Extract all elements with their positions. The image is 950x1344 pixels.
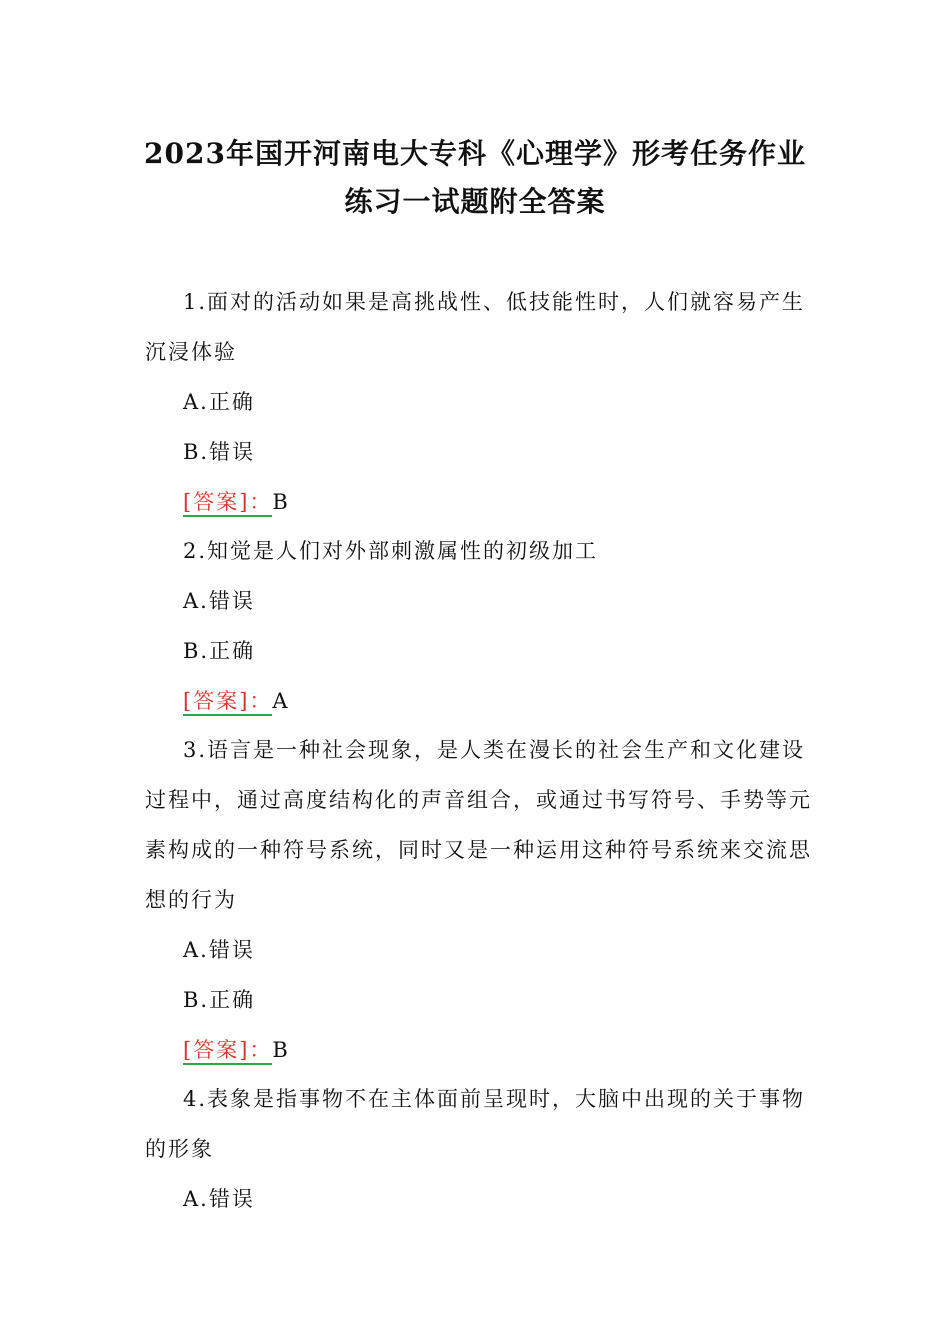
question-1-answer — [183, 488, 290, 516]
document-title-line2: 练习一试题附全答案 — [344, 185, 606, 218]
question-3-text-line4: 想的行为 — [145, 888, 237, 912]
answer-label: [答案]： — [183, 490, 272, 517]
question-1-text-line2: 沉浸体验 — [145, 340, 237, 364]
question-1-option-b: B.错误 — [183, 440, 256, 464]
answer-value: B — [272, 1038, 290, 1062]
answer-label: [答案]： — [183, 1038, 272, 1065]
question-1-text-line1: 1.面对的活动如果是高挑战性、低技能性时，人们就容易产生 — [183, 290, 806, 314]
answer-value: A — [272, 689, 290, 713]
question-2-option-b: B.正确 — [183, 639, 256, 663]
question-2-text-line1: 2.知觉是人们对外部刺激属性的初级加工 — [183, 539, 599, 563]
question-4-option-a: A.错误 — [183, 1187, 255, 1211]
question-3-text-line3: 素构成的一种符号系统，同时又是一种运用这种符号系统来交流思 — [145, 838, 812, 862]
question-3-text-line2: 过程中，通过高度结构化的声音组合，或通过书写符号、手势等元 — [145, 788, 812, 812]
question-2-option-a: A.错误 — [183, 589, 255, 613]
question-1-option-a: A.正确 — [183, 390, 255, 414]
answer-label: [答案]： — [183, 689, 272, 716]
question-3-option-b: B.正确 — [183, 988, 256, 1012]
question-3-answer — [183, 1036, 290, 1064]
question-3-option-a: A.错误 — [183, 938, 255, 962]
question-4-text-line1: 4.表象是指事物不在主体面前呈现时，大脑中出现的关于事物 — [183, 1087, 806, 1111]
question-3-text-line1: 3.语言是一种社会现象，是人类在漫长的社会生产和文化建设 — [183, 738, 806, 762]
question-4-text-line2: 的形象 — [145, 1137, 214, 1161]
answer-value: B — [272, 490, 290, 514]
question-2-answer — [183, 687, 290, 715]
document-title-line1: 2023年国开河南电大专科《心理学》形考任务作业 — [144, 137, 806, 170]
